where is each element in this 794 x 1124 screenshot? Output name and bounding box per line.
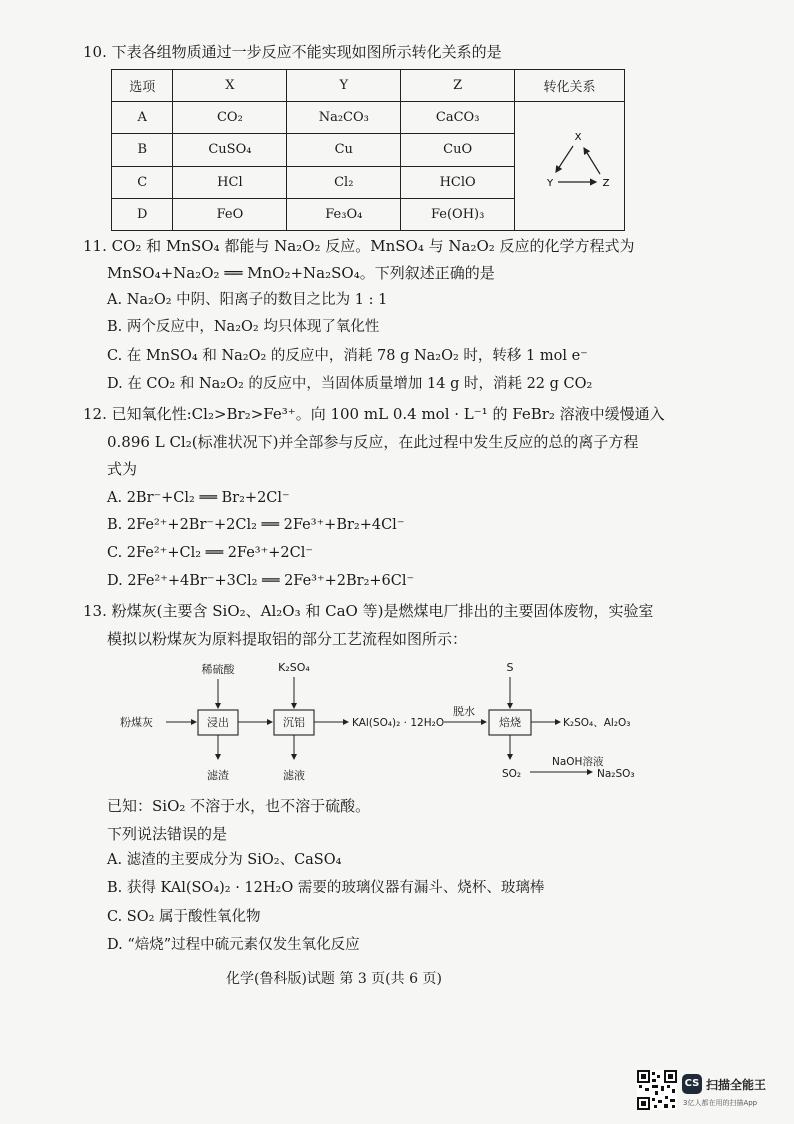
table-cell: Cu [287,134,401,166]
table-cell: CuSO₄ [173,134,287,166]
diagram-label-z: Z [602,178,609,189]
q12-option-a: A. 2Br⁻+Cl₂ ══ Br₂+2Cl⁻ [107,490,290,506]
table-cell: D [112,198,173,230]
table-cell: HCl [173,166,287,198]
flow-gas: SO₂ [502,768,522,780]
process-flow-diagram [100,655,660,790]
flow-input1: 稀硫酸 [201,663,235,676]
table-header: 转化关系 [515,70,625,102]
q13-line2: 模拟以粉煤灰为原料提取铝的部分工艺流程如图所示： [107,630,468,648]
table-row [112,102,625,134]
table-header: Y [287,70,401,102]
flow-output2: 滤液 [283,769,305,782]
q12-line1: 12. 已知氧化性:Cl₂>Br₂>Fe³⁺。向 100 mL 0.4 mol · L⁻¹ 的 FeBr₂ 溶液中缓慢通入 [83,405,665,423]
table-cell: B [112,134,173,166]
q12-option-c: C. 2Fe²⁺+Cl₂ ══ 2Fe³⁺+2Cl⁻ [107,545,314,561]
q13-line1: 13. 粉煤灰(主要含 SiO₂、Al₂O₃ 和 CaO 等)是燃煤电厂排出的主要固体废物，实验室 [83,602,654,620]
table-header: X [173,70,287,102]
table-cell: Na₂CO₃ [287,102,401,134]
table-cell: CuO [401,134,515,166]
conversion-triangle-diagram [516,102,624,226]
q11-line2: MnSO₄+Na₂O₂ ══ MnO₂+Na₂SO₄。下列叙述正确的是 [107,264,495,282]
scanner-tagline: 3亿人都在用的扫描App [683,1099,758,1107]
arrow-z-to-x [584,148,600,174]
table-cell: CaCO₃ [401,102,515,134]
q13-option-a: A. 滤渣的主要成分为 SiO₂、CaSO₄ [107,852,342,868]
flow-input2: K₂SO₄ [278,661,310,674]
scanner-app-name: 扫描全能王 [706,1078,767,1092]
flow-product: KAl(SO₄)₂ · 12H₂O [352,717,445,729]
q12-line3: 式为 [107,460,138,478]
q11-option-a: A. Na₂O₂ 中阴、阳离子的数目之比为 1 : 1 [107,292,388,308]
flow-final: Na₂SO₃ [597,768,635,780]
conversion-diagram-cell [515,102,625,231]
q13-option-d: D. “焙烧”过程中硫元素仅发生氧化反应 [107,937,360,953]
table-cell: Fe(OH)₃ [401,198,515,230]
q12-option-b: B. 2Fe²⁺+2Br⁻+2Cl₂ ══ 2Fe³⁺+Br₂+4Cl⁻ [107,517,405,533]
table-cell: HClO [401,166,515,198]
diagram-label-y: Y [546,178,553,189]
flow-start: 粉煤灰 [120,716,153,729]
q12-line2: 0.896 L Cl₂(标准状况下)并全部参与反应，在此过程中发生反应的总的离子方程 [107,433,639,451]
q12-option-d: D. 2Fe²⁺+4Br⁻+3Cl₂ ══ 2Fe³⁺+2Br₂+6Cl⁻ [107,573,415,589]
table-cell: FeO [173,198,287,230]
q11-line1: 11. CO₂ 和 MnSO₄ 都能与 Na₂O₂ 反应。MnSO₄ 与 Na₂O₂ 反应的化学方程式为 [83,237,635,255]
q10-title: 10. 下表各组物质通过一步反应不能实现如图所示转化关系的是 [83,43,502,61]
q11-option-d: D. 在 CO₂ 和 Na₂O₂ 的反应中，当固体质量增加 14 g 时，消耗 22 g CO₂ [107,376,593,392]
flow-output1: 滤渣 [207,769,229,782]
table-cell: A [112,102,173,134]
table-cell: C [112,166,173,198]
q11-option-c: C. 在 MnSO₄ 和 Na₂O₂ 的反应中，消耗 78 g Na₂O₂ 时，转移 1 mol e⁻ [107,348,588,364]
page-footer: 化学(鲁科版)试题 第 3 页(共 6 页) [226,971,442,987]
flow-input3: S [506,661,514,674]
diagram-label-x: X [574,132,581,143]
table-header: Z [401,70,515,102]
q13-option-b: B. 获得 KAl(SO₄)₂ · 12H₂O 需要的玻璃仪器有漏斗、烧杯、玻璃棒 [107,880,545,896]
table-cell: Cl₂ [287,166,401,198]
flow-box1-label: 浸出 [207,716,229,729]
flow-step: 脱水 [453,705,475,718]
flow-box2-label: 沉铝 [283,716,305,729]
arrow-x-to-y [556,146,573,172]
q13-option-c: C. SO₂ 属于酸性氧化物 [107,909,261,925]
table-header-row [112,70,625,102]
flow-reagent: NaOH溶液 [552,756,604,768]
options-table [111,69,625,231]
table-cell: Fe₃O₄ [287,198,401,230]
qr-code-icon [637,1070,677,1110]
flow-result: K₂SO₄、Al₂O₃ [563,717,631,729]
table-cell: CO₂ [173,102,287,134]
q13-prompt: 下列说法错误的是 [107,825,228,843]
table-header: 选项 [112,70,173,102]
flow-box3-label: 焙烧 [499,716,521,729]
q13-known: 已知：SiO₂ 不溶于水，也不溶于硫酸。 [107,797,371,815]
q11-option-b: B. 两个反应中，Na₂O₂ 均只体现了氧化性 [107,319,380,335]
camscanner-logo-icon: CS [682,1074,702,1094]
